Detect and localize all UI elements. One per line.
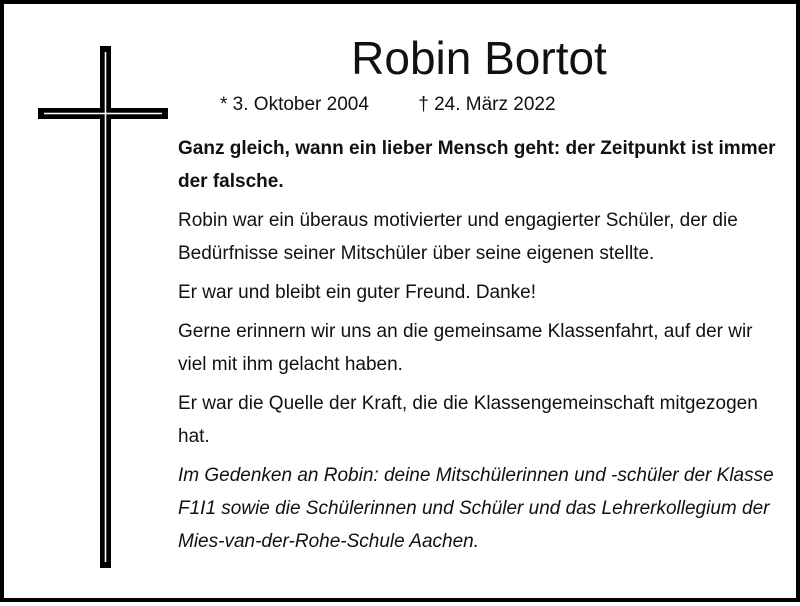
signature: Im Gedenken an Robin: deine Mitschülerinnen und -schüler der Klasse F1I1 sowie die Schülerinnen und Schüler und das Lehrerkollegium der Mies-van-der-Rohe-Schule Aachen. xyxy=(178,465,774,552)
paragraph-friend: Er war und bleibt ein guter Freund. Danke! xyxy=(178,282,537,303)
lead-sentence: Ganz gleich, wann ein lieber Mensch geht: der Zeitpunkt ist immer der falsche. xyxy=(178,138,776,192)
paragraph-tribute: Robin war ein überaus motivierter und engagierter Schüler, der die Bedürfnisse seiner Mitschüler über seine eigenen stellte. xyxy=(178,210,738,264)
paragraph-strength: Er war die Quelle der Kraft, die die Klassengemeinschaft mitgezogen hat. xyxy=(178,393,758,447)
cross-icon xyxy=(4,4,174,606)
deceased-name: Robin Bortot xyxy=(351,32,607,84)
birth-date: * 3. Oktober 2004 xyxy=(220,94,369,115)
death-date: † 24. März 2022 xyxy=(418,94,556,115)
life-dates xyxy=(220,92,556,118)
paragraph-class-trip: Gerne erinnern wir uns an die gemeinsame Klassenfahrt, auf der wir viel mit ihm gelacht haben. xyxy=(178,321,753,375)
obituary-text xyxy=(178,132,778,558)
